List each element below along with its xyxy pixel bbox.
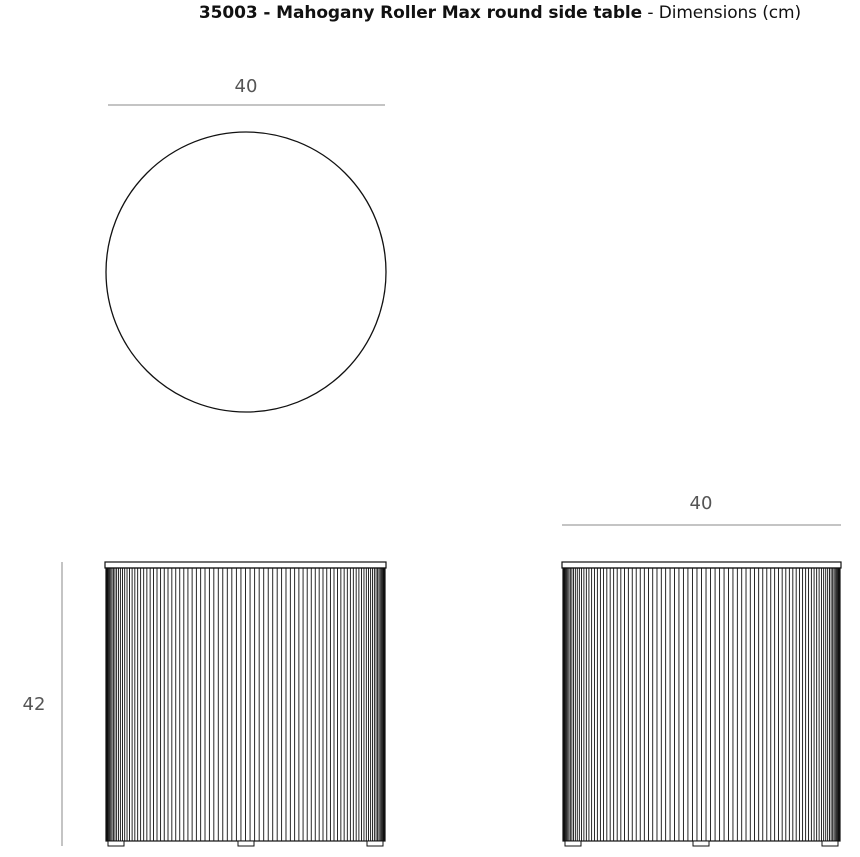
front-view-foot-right bbox=[367, 841, 383, 846]
height-label: 42 bbox=[22, 694, 46, 715]
side-view-foot-left bbox=[565, 841, 581, 846]
side-view-tabletop bbox=[562, 562, 841, 568]
side-view bbox=[562, 562, 841, 846]
front-view-foot-center bbox=[238, 841, 254, 846]
front-view-slats bbox=[106, 568, 385, 841]
side-view-foot-right bbox=[822, 841, 838, 846]
title-separator: - bbox=[257, 3, 277, 23]
side-view-foot-center bbox=[693, 841, 709, 846]
dimensions-subtitle: Dimensions (cm) bbox=[658, 3, 801, 23]
front-view bbox=[105, 562, 386, 846]
product-name: Mahogany Roller Max round side table bbox=[276, 3, 643, 23]
title-separator-2: - bbox=[642, 3, 659, 23]
front-view-foot-left bbox=[108, 841, 124, 846]
top-view-circle bbox=[106, 132, 386, 412]
product-code: 35003 bbox=[198, 3, 258, 23]
side-view-width-label: 40 bbox=[689, 493, 713, 514]
side-view-slats bbox=[563, 568, 840, 841]
top-view-width-label: 40 bbox=[234, 76, 258, 97]
front-view-tabletop bbox=[105, 562, 386, 568]
